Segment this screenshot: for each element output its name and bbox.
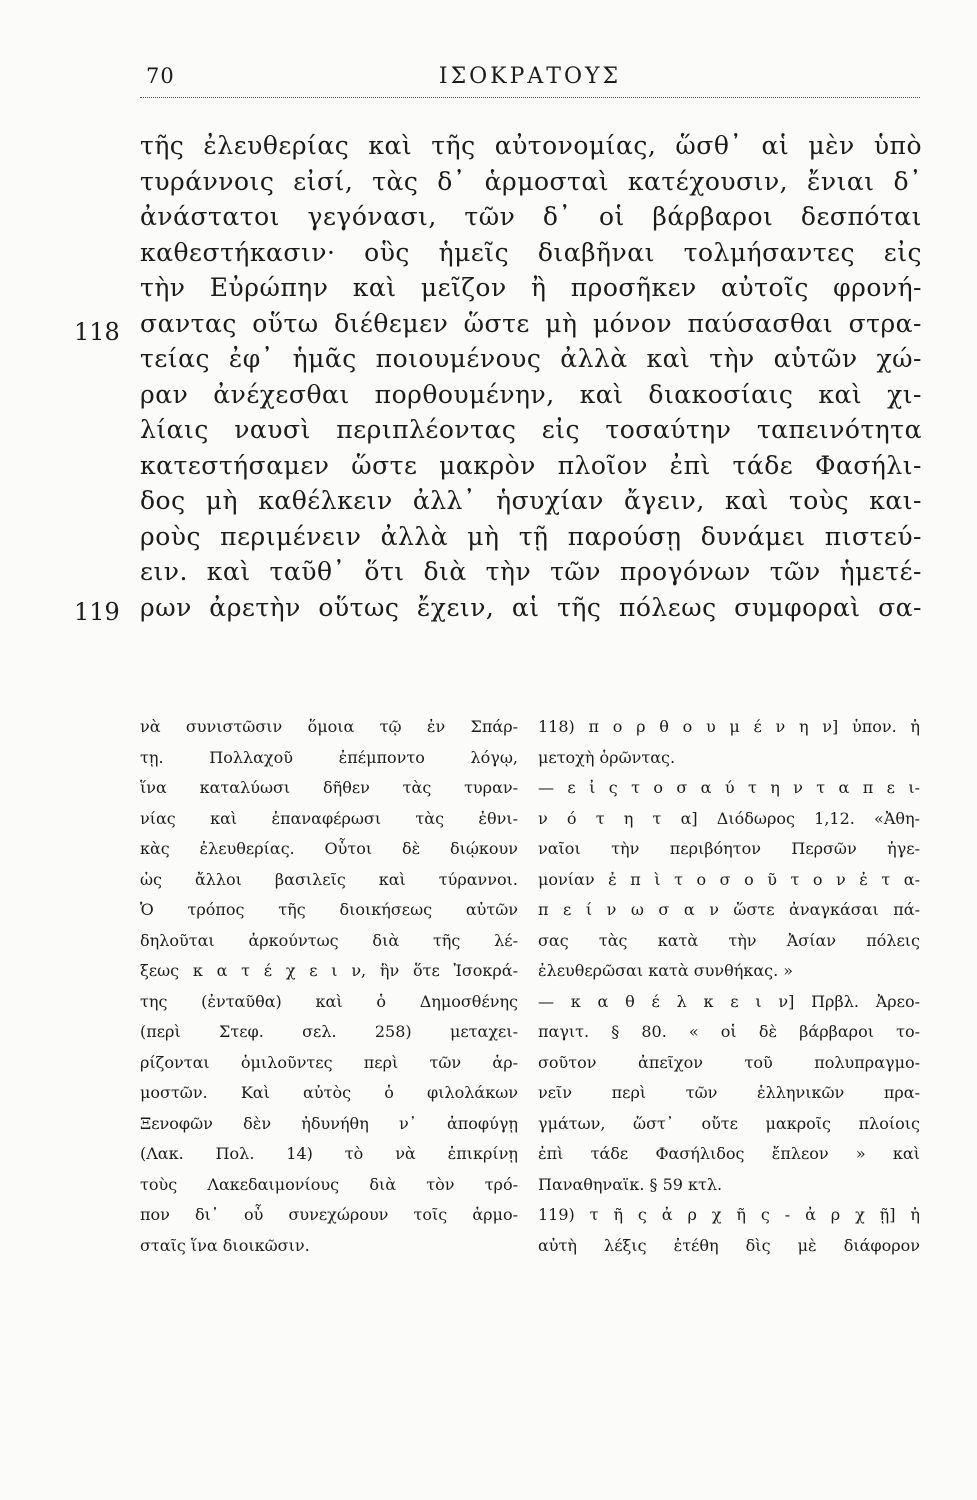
note-line: ἐλευθερῶσαι κατὰ συνθήκας. » [538, 961, 794, 980]
text-line: τῆς ἐλευθερίας καὶ τῆς αὐτονομίας, ὥσθ᾽ αἱ μὲν ὑπὸ [140, 131, 922, 160]
note-line: — κ α θ έ λ κ ε ι ν] Πρβλ. Ἀρεο- [538, 991, 920, 1011]
note-line: 118) π ο ρ θ ο υ μ έ ν η ν] ὑπον. ἡ [538, 717, 920, 736]
note-line: τῃ. Πολλαχοῦ ἐπέμποντο λόγῳ, [140, 747, 518, 767]
text-line: ἀνάστατοι γεγόνασι, τῶν δ᾽ οἱ βάρβαροι δεσπόται [140, 202, 922, 231]
text-line: δος μὴ καθέλκειν ἀλλ᾽ ἡσυχίαν ἄγειν, καὶ τοὺς και- [140, 486, 922, 515]
text-line: καθεστήκασιν· οὓς ἡμεῖς διαβῆναι τολμήσαντες εἰς [140, 237, 922, 267]
note-line: ἐπὶ τάδε Φασήλιδος ἔπλεον » καὶ [538, 1144, 920, 1163]
text-line: τείας ἐφ᾽ ἡμᾶς ποιουμένους ἀλλὰ καὶ τὴν αὑτῶν χώ- [140, 344, 922, 373]
note-line: νίας καὶ ἐπαναφέρωσι τὰς ἐθνι- [140, 808, 518, 828]
margin-section-number: 119 [74, 598, 120, 626]
note-line: 119) τ ῆ ς ἀ ρ χ ῆ ς - ἀ ρ χ ῇ] ἡ [538, 1205, 920, 1224]
note-line: — ε ἰ ς τ ο σ α ύ τ η ν τ α π ε ι- [538, 778, 920, 797]
note-line: Ξενοφῶν δὲν ἠδυνήθη ν᾽ ἀποφύγῃ [140, 1113, 518, 1133]
note-line: (Λακ. Πολ. 14) τὸ νὰ ἐπικρίνῃ [140, 1144, 518, 1163]
footnotes-left-column [140, 712, 518, 1261]
note-line: κὰς ἐλευθερίας. Οὗτοι δὲ διῴκουν [140, 839, 518, 858]
note-line: ξεως κ α τ έ χ ε ι ν, ἣν ὅτε Ἰσοκρά- [140, 961, 518, 980]
note-line: π ε ί ν ω σ α ν ὥστε ἀναγκάσαι πά- [538, 900, 920, 919]
note-line: Παναθηναϊκ. § 59 κτλ. [538, 1174, 723, 1194]
page-header [140, 64, 920, 94]
running-title: ΙΣΟΚΡΑΤΟΥΣ [438, 64, 622, 89]
note-line: της (ἐνταῦθα) καὶ ὁ Δημοσθένης [140, 991, 518, 1011]
text-line: τὴν Εὐρώπην καὶ μεῖζον ἢ προσῆκεν αὐτοῖς φρονή- [140, 273, 922, 302]
page-number: 70 [146, 64, 175, 88]
note-line: ἵνα καταλύωσι δῆθεν τὰς τυραν- [140, 778, 518, 797]
text-line: ραν ἀνέχεσθαι πορθουμένην, καὶ διακοσίαις καὶ χι- [140, 379, 922, 409]
note-line: μονίαν ἐ π ὶ τ ο σ ο ῦ τ ο ν ἐ τ α- [538, 869, 920, 889]
note-line: σταῖς ἵνα διοικῶσιν. [140, 1235, 310, 1255]
note-line: Ὁ τρόπος τῆς διοικήσεως αὐτῶν [140, 900, 518, 919]
footnotes-right-column [538, 712, 920, 1261]
text-line: κατεστήσαμεν ὥστε μακρὸν πλοῖον ἐπὶ τάδε Φασήλι- [140, 450, 922, 480]
note-line: αὐτὴ λέξις ἐτέθη δὶς μὲ διάφορον [538, 1235, 920, 1255]
text-line: ροὺς περιμένειν ἀλλὰ μὴ τῇ παρούσῃ δυνάμει πιστεύ- [140, 521, 922, 551]
note-line: νεῖν περὶ τῶν ἑλληνικῶν πρα- [538, 1083, 920, 1102]
margin-section-number: 118 [74, 318, 120, 346]
note-line: ὡς ἄλλοι βασιλεῖς καὶ τύραννοι. [140, 869, 518, 889]
note-line: σας τὰς κατὰ τὴν Ἀσίαν πόλεις [538, 930, 920, 950]
note-line: μοστῶν. Καὶ αὐτὸς ὁ φιλολάκων [140, 1083, 518, 1102]
note-line: ρίζονται ὁμιλοῦντες περὶ τῶν ἁρ- [140, 1052, 518, 1072]
note-line: νὰ συνιστῶσιν ὅμοια τῷ ἐν Σπάρ- [140, 717, 518, 736]
note-line: μετοχὴ ὁρῶντας. [538, 747, 676, 767]
note-line: γμάτων, ὥστ᾽ οὔτε μακροῖς πλοίοις [538, 1113, 920, 1133]
note-line: δηλοῦται ἀρκούντως διὰ τῆς λέ- [140, 930, 518, 950]
text-line: λίαις ναυσὶ περιπλέοντας εἰς τοσαύτην ταπεινότητα [140, 415, 922, 444]
note-line: τοὺς Λακεδαιμονίους διὰ τὸν τρό- [140, 1174, 518, 1194]
note-line: παγιτ. § 80. « οἱ δὲ βάρβαροι το- [538, 1022, 920, 1041]
note-line: ναῖοι τὴν περιβόητον Περσῶν ἡγε- [538, 839, 920, 858]
text-line: ρων ἀρετὴν οὕτως ἔχειν, αἱ τῆς πόλεως συμφοραὶ σα- [140, 592, 922, 622]
note-line: ν ό τ η τ α] Διόδωρος 1,12. «Ἀθη- [538, 808, 920, 828]
note-line: πον δι᾽ οὗ συνεχώρουν τοῖς ἁρμο- [140, 1205, 518, 1224]
text-line: τυράννοις εἰσί, τὰς δ᾽ ἁρμοσταὶ κατέχουσιν, ἔνιαι δ᾽ [140, 166, 922, 196]
text-line: σαντας οὕτω διέθεμεν ὥστε μὴ μόνον παύσασθαι στρα- [140, 308, 922, 338]
note-line: σοῦτον ἀπεῖχον τοῦ πολυπραγμο- [538, 1052, 920, 1072]
text-line: ειν. καὶ ταῦθ᾽ ὅτι διὰ τὴν τῶν προγόνων τῶν ἡμετέ- [140, 557, 922, 586]
main-text [140, 128, 922, 625]
header-rule [140, 97, 920, 98]
note-line: (περὶ Στεφ. σελ. 258) μεταχει- [140, 1022, 518, 1041]
